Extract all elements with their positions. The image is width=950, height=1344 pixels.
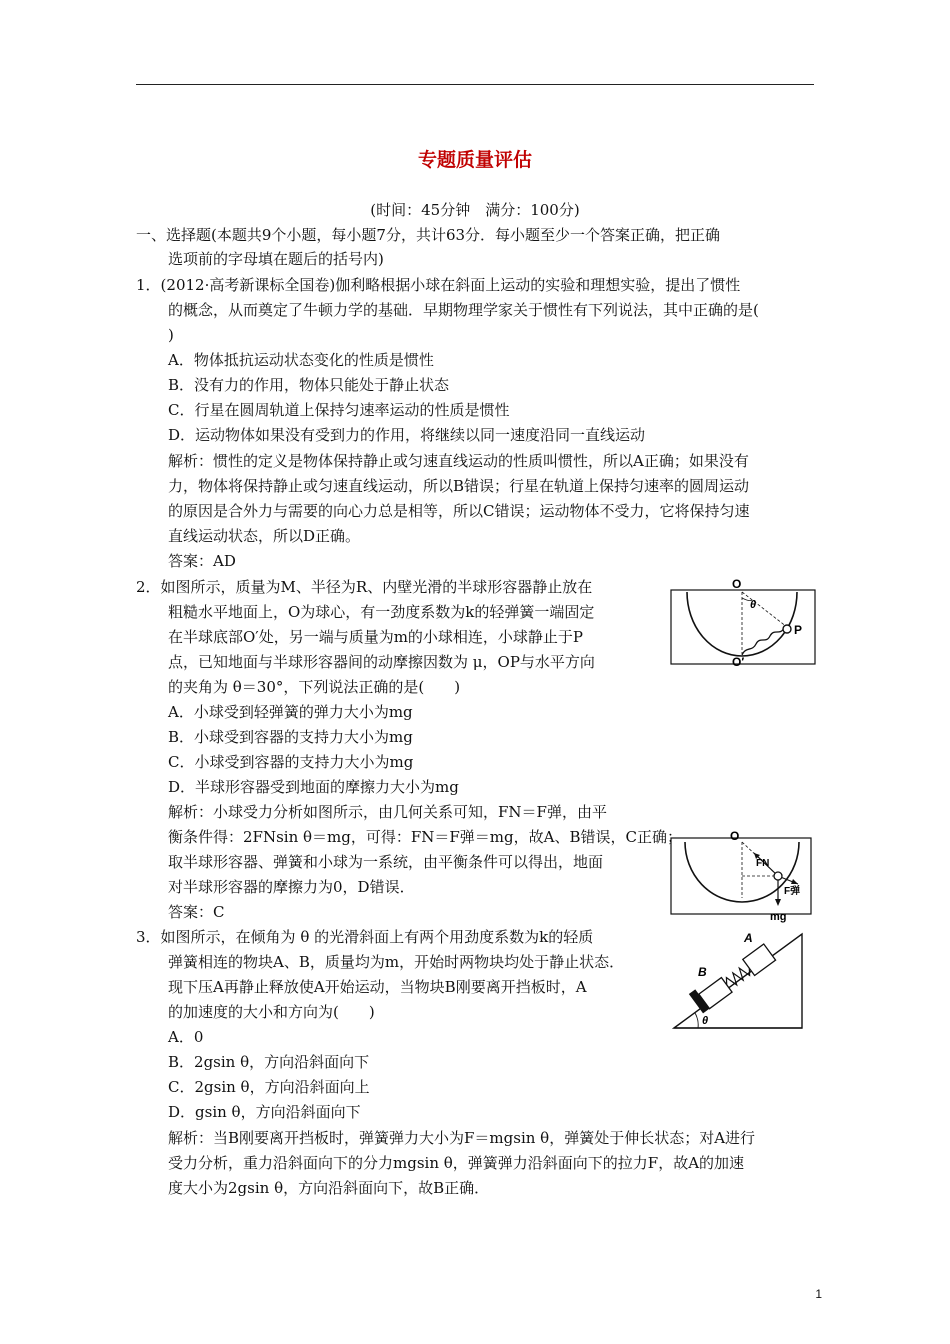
q2-analysis-line: 衡条件得：2FNsin θ＝mg，可得：FN＝F弹＝mg，故A、B错误，C正确； [168,828,682,846]
q2-stem-line: 在半球底部O′处，另一端与质量为m的小球相连，小球静止于P [168,628,584,646]
q2-stem-line: 点，已知地面与半球形容器间的动摩擦因数为 μ，OP与水平方向 [168,653,595,671]
fig1-label-o-prime: O′ [732,655,745,669]
page-number: 1 [815,1287,822,1301]
fig1-label-o: O [732,577,742,591]
exam-meta: (时间：45分钟 满分：100分) [370,201,580,219]
q3-option-c: C．2gsin θ，方向沿斜面向上 [168,1078,370,1096]
page-title: 专题质量评估 [417,149,532,171]
q3-incline-figure [672,930,804,1030]
q2-stem-line: 2．如图所示，质量为M、半径为R、内壁光滑的半球形容器静止放在 [136,578,593,596]
q3-analysis-line: 解析：当B刚要离开挡板时，弹簧弹力大小为F＝mgsin θ，弹簧处于伸长状态；对A进行 [168,1129,756,1147]
fig2-label-o: O [730,829,740,843]
q1-stem-line: 的概念，从而奠定了牛顿力学的基础．早期物理学家关于惯性有下列说法，其中正确的是( [168,301,759,319]
q2-option-d: D．半球形容器受到地面的摩擦力大小为mg [168,778,459,796]
q1-option-c: C．行星在圆周轨道上保持匀速率运动的性质是惯性 [168,401,510,419]
q2-option-c: C．小球受到容器的支持力大小为mg [168,753,414,771]
header-rule [136,84,814,85]
q2-container-figure [670,576,816,668]
q1-analysis-line: 力，物体将保持静止或匀速直线运动，所以B错误；行星在轨道上保持匀速率的圆周运动 [168,477,750,495]
q1-option-b: B．没有力的作用，物体只能处于静止状态 [168,376,450,394]
q2-option-a: A．小球受到轻弹簧的弹力大小为mg [168,703,413,721]
q1-stem-line: 1．(2012·高考新课标全国卷)伽利略根据小球在斜面上运动的实验和理想实验，提出了惯性 [136,276,741,294]
q3-option-a: A．0 [168,1028,204,1046]
q2-stem-line: 的夹角为 θ＝30°，下列说法正确的是( ) [168,678,461,696]
fig3-label-theta: θ [702,1015,709,1027]
q3-stem-line: 3．如图所示，在倾角为 θ 的光滑斜面上有两个用劲度系数为k的轻质 [136,928,594,946]
fig2-label-fspring: F弹 [784,886,801,897]
q1-analysis-line: 的原因是合外力与需要的向心力总是相等，所以C错误；运动物体不受力，它将保持匀速 [168,502,750,520]
q2-analysis-line: 取半球形容器、弹簧和小球为一系统，由平衡条件可以得出，地面 [168,853,604,871]
q2-analysis-line: 解析：小球受力分析如图所示，由几何关系可知，FN＝F弹，由平 [168,803,607,821]
q1-answer: 答案：AD [168,552,236,570]
section-heading-cont: 选项前的字母填在题后的括号内) [168,250,384,268]
q1-analysis-line: 解析：惯性的定义是物体保持静止或匀速直线运动的性质叫惯性，所以A正确；如果没有 [168,452,749,470]
fig2-label-fn: FN [756,858,770,869]
q1-analysis-line: 直线运动状态，所以D正确。 [168,527,361,545]
q2-force-figure [670,828,820,924]
q2-answer: 答案：C [168,903,225,921]
fig1-label-p: P [794,623,803,637]
q1-option-a: A．物体抵抗运动状态变化的性质是惯性 [168,351,434,369]
section-heading: 一、选择题(本题共9个小题，每小题7分，共计63分．每小题至少一个答案正确，把正确 [136,226,721,244]
fig3-label-b: B [698,965,707,979]
fig1-label-theta: θ [750,599,757,611]
q1-stem-line: ) [168,326,174,344]
q2-option-b: B．小球受到容器的支持力大小为mg [168,728,413,746]
q2-stem-line: 粗糙水平地面上，O为球心，有一劲度系数为k的轻弹簧一端固定 [168,603,595,621]
q3-stem-line: 现下压A再静止释放使A开始运动，当物块B刚要离开挡板时，A [168,978,587,996]
q3-stem-line: 的加速度的大小和方向为( ) [168,1003,375,1021]
q3-stem-line: 弹簧相连的物块A、B，质量均为m，开始时两物块均处于静止状态． [168,953,625,971]
fig3-label-a: A [744,931,753,945]
q3-analysis-line: 度大小为2gsin θ，方向沿斜面向下，故B正确． [168,1179,490,1197]
q1-option-d: D．运动物体如果没有受到力的作用，将继续以同一速度沿同一直线运动 [168,426,646,444]
fig2-label-mg: mg [770,911,787,923]
q2-analysis-line: 对半球形容器的摩擦力为0，D错误． [168,878,415,896]
q3-option-d: D．gsin θ，方向沿斜面向下 [168,1103,361,1121]
q3-analysis-line: 受力分析，重力沿斜面向下的分力mgsin θ，弹簧弹力沿斜面向下的拉力F，故A的加速 [168,1154,745,1172]
q3-option-b: B．2gsin θ，方向沿斜面向下 [168,1053,370,1071]
